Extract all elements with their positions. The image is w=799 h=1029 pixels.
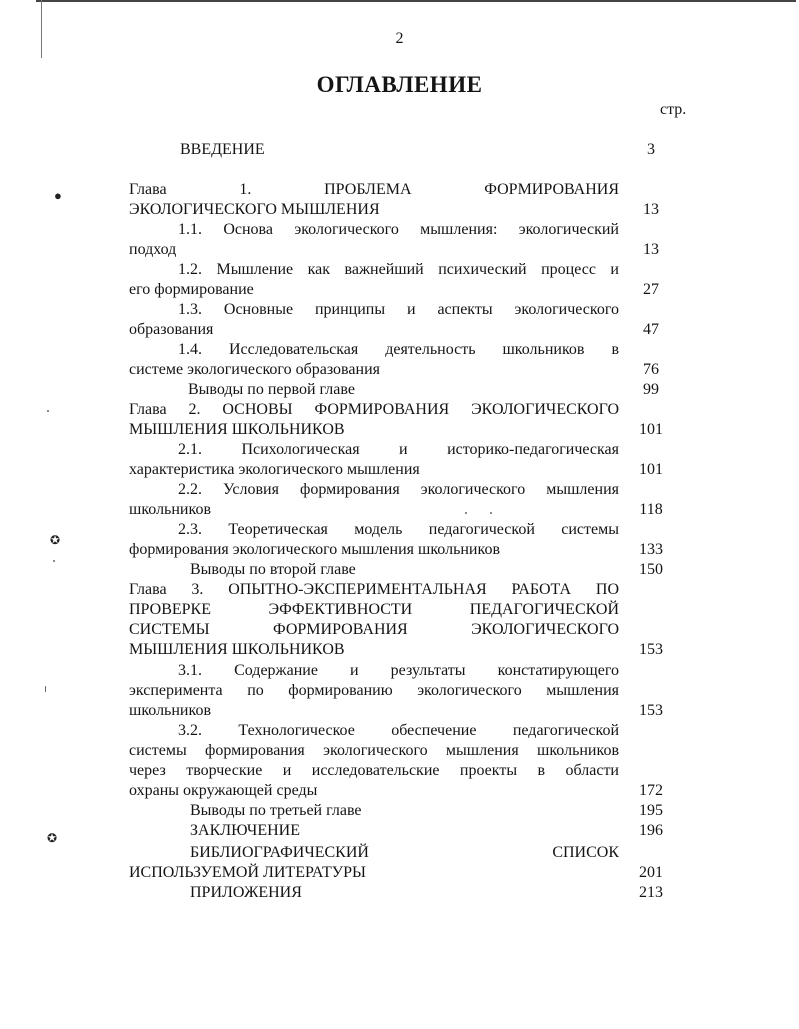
toc-section-1-2-line-1: 1.2. Мышление как важнейший психический процесс и (178, 261, 619, 278)
toc-chapter-1-line-2: ЭКОЛОГИЧЕСКОГО МЫШЛЕНИЯ (129, 201, 380, 218)
toc-page-number: 101 (639, 461, 663, 478)
margin-ring-mark-2: ✪ (47, 831, 58, 845)
toc-entry-bibliography-line-2: ИСПОЛЬЗУЕМОЙ ЛИТЕРАТУРЫ (129, 864, 366, 881)
toc-page-number: 118 (639, 501, 663, 518)
toc-chapter-1-line-1: Глава 1. ПРОБЛЕМА ФОРМИРОВАНИЯ (129, 181, 619, 198)
toc-chapter-2-line-2: МЫШЛЕНИЯ ШКОЛЬНИКОВ (129, 421, 345, 438)
toc-entry-bibliography-line-1: БИБЛИОГРАФИЧЕСКИЙ СПИСОК (190, 844, 619, 861)
toc-section-1-4-line-2: системе экологического образования (129, 361, 380, 378)
toc-section-3-2-line-1: 3.2. Технологическое обеспечение педагогической (178, 722, 619, 739)
toc-section-3-1-line-3: школьников (129, 702, 211, 719)
scan-speck (45, 686, 46, 692)
toc-page-number: 153 (639, 641, 663, 658)
scan-speck (53, 560, 55, 562)
toc-page-number: 153 (639, 702, 663, 719)
page-title: ОГЛАВЛЕНИЕ (316, 72, 483, 97)
toc-conclusions-chapter-1: Выводы по первой главе (188, 381, 355, 398)
page-number: 2 (395, 30, 404, 47)
toc-chapter-3-line-2: ПРОВЕРКЕ ЭФФЕКТИВНОСТИ ПЕДАГОГИЧЕСКОЙ (129, 601, 619, 618)
toc-section-2-2-line-2: школьников (129, 501, 211, 518)
toc-entry-intro: ВВЕДЕНИЕ (180, 141, 265, 158)
toc-chapter-3-line-3: СИСТЕМЫ ФОРМИРОВАНИЯ ЭКОЛОГИЧЕСКОГО (129, 621, 619, 638)
toc-page-number: 213 (639, 884, 663, 901)
toc-section-2-1-line-2: характеристика экологического мышления (129, 461, 420, 478)
toc-section-3-2-line-2: системы формирования экологического мышления школьников (129, 742, 619, 759)
toc-page-number: 196 (639, 822, 663, 839)
toc-chapter-2-line-1: Глава 2. ОСНОВЫ ФОРМИРОВАНИЯ ЭКОЛОГИЧЕСКОГО (129, 401, 619, 418)
toc-page-number: 172 (639, 782, 663, 799)
toc-section-1-3-line-2: образования (129, 321, 214, 338)
toc-section-1-3-line-1: 1.3. Основные принципы и аспекты экологического (178, 301, 619, 318)
toc-chapter-3-line-4: МЫШЛЕНИЯ ШКОЛЬНИКОВ (129, 641, 345, 658)
toc-conclusions-chapter-3: Выводы по третьей главе (190, 802, 362, 819)
toc-page-number: 201 (639, 864, 663, 881)
toc-conclusions-chapter-2: Выводы по второй главе (190, 561, 356, 578)
toc-page-number: 47 (643, 321, 659, 338)
toc-page-number: 13 (643, 201, 659, 218)
scan-speck (47, 410, 49, 412)
toc-page-number: 99 (643, 381, 659, 398)
toc-entry-appendices: ПРИЛОЖЕНИЯ (190, 884, 302, 901)
toc-section-2-3-line-2: формирования экологического мышления школьников (129, 541, 500, 558)
scan-speck (490, 512, 492, 514)
toc-section-3-1-line-2: эксперимента по формированию экологического мышления (129, 682, 619, 699)
toc-page-number: 195 (639, 802, 663, 819)
toc-section-1-2-line-2: его формирование (129, 281, 254, 298)
toc-page-number: 150 (639, 561, 663, 578)
toc-section-2-1-line-1: 2.1. Психологическая и историко-педагогическая (178, 441, 619, 458)
toc-section-2-2-line-1: 2.2. Условия формирования экологического мышления (178, 481, 619, 498)
margin-ring-mark-1: ✪ (50, 533, 61, 547)
toc-section-2-3-line-1: 2.3. Теоретическая модель педагогической системы (178, 521, 619, 538)
toc-page-number: 101 (639, 421, 663, 438)
scan-border-top (36, 0, 796, 2)
toc-page-number: 13 (643, 241, 659, 258)
toc-page-number: 27 (643, 281, 659, 298)
toc-chapter-3-line-1: Глава 3. ОПЫТНО-ЭКСПЕРИМЕНТАЛЬНАЯ РАБОТА ПО (129, 581, 619, 598)
toc-entry-conclusion: ЗАКЛЮЧЕНИЕ (190, 822, 300, 839)
toc-section-1-1-line-2: подход (129, 241, 177, 258)
toc-section-3-1-line-1: 3.1. Содержание и результаты констатирующего (178, 662, 619, 679)
scan-border-left (41, 0, 42, 58)
toc-page-number: 133 (639, 541, 663, 558)
toc-page-number: 3 (647, 141, 655, 158)
toc-section-1-4-line-1: 1.4. Исследовательская деятельность школьников в (178, 341, 619, 358)
toc-page-number: 76 (643, 361, 659, 378)
toc-section-1-1-line-1: 1.1. Основа экологического мышления: экологический (178, 221, 619, 238)
page-column-label: стр. (660, 101, 687, 118)
scan-speck (465, 512, 467, 514)
margin-bullet-mark: ● (54, 188, 62, 203)
toc-section-3-2-line-3: через творческие и исследовательские проекты в области (129, 762, 619, 779)
toc-section-3-2-line-4: охраны окружающей среды (129, 782, 318, 799)
